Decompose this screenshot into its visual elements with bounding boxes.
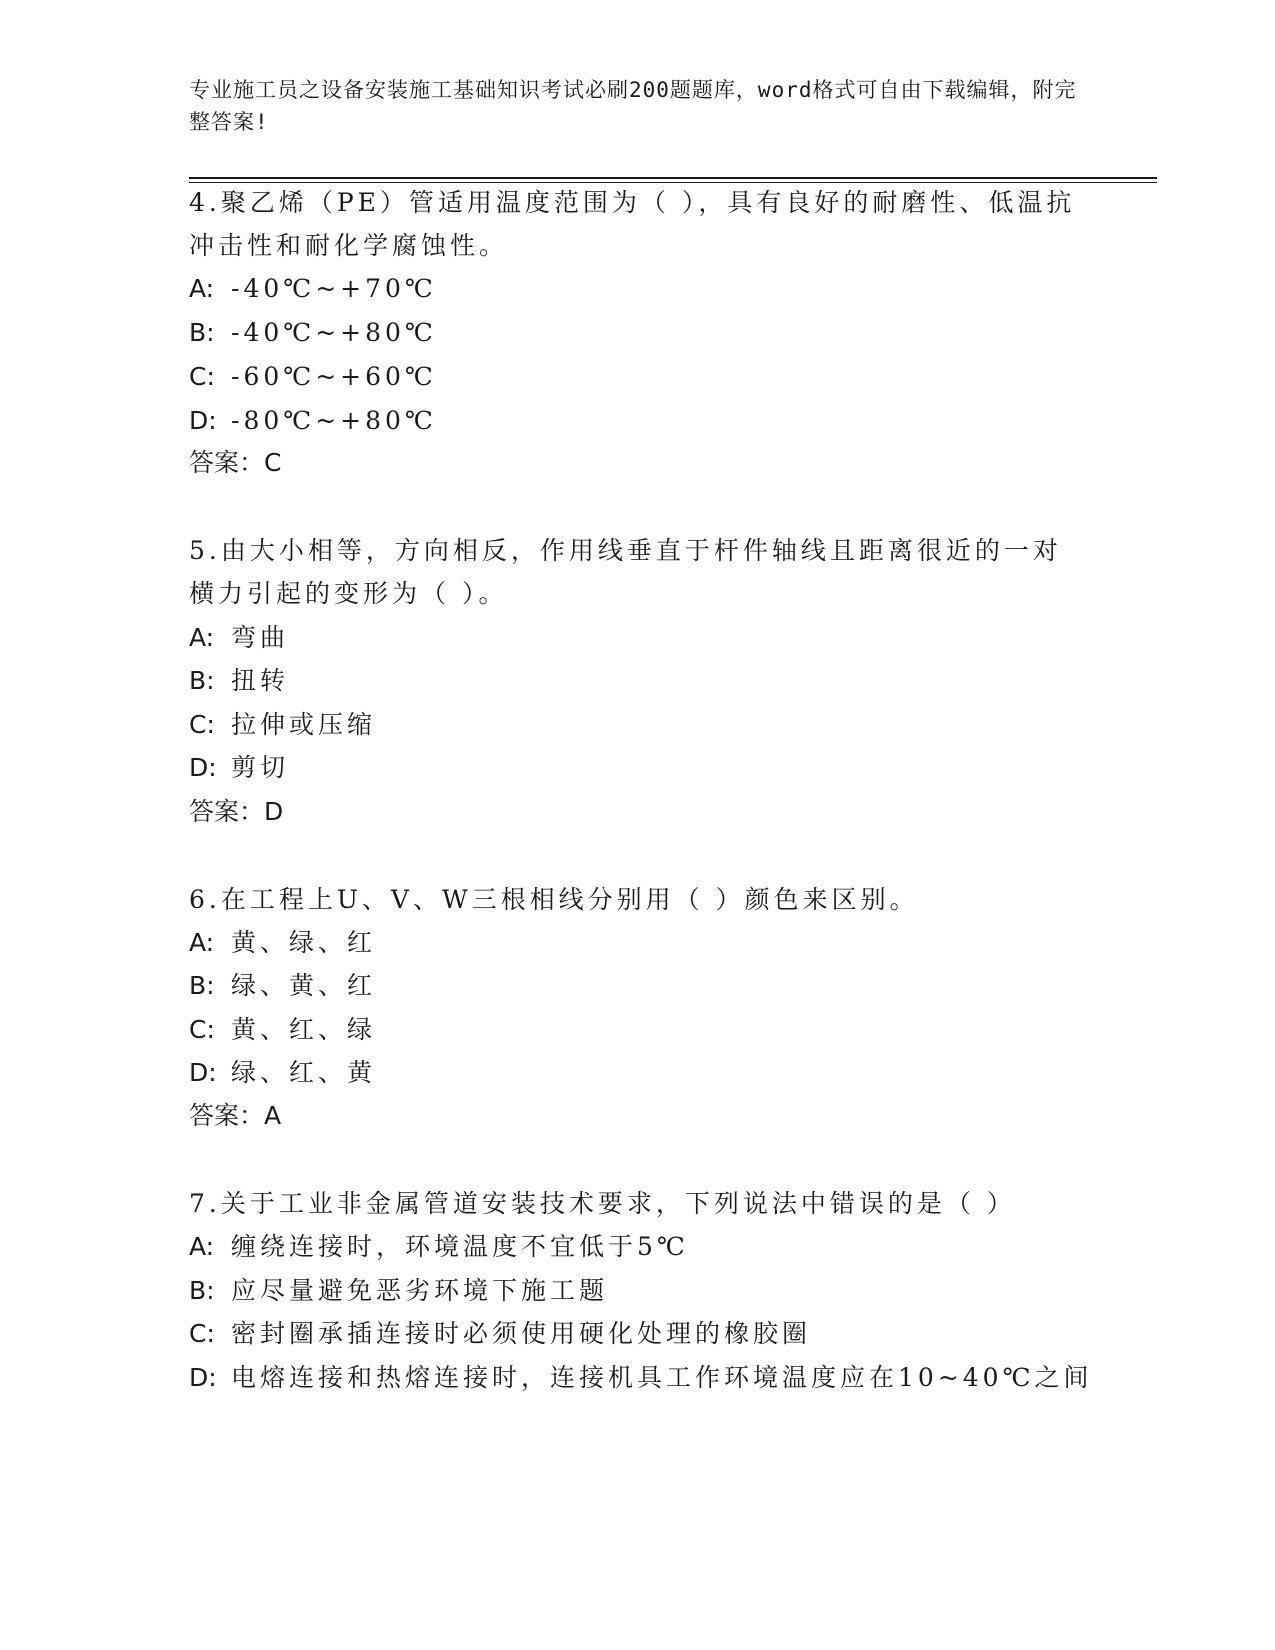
option-letter: A: [189,274,215,303]
option-text: 弯曲 [231,623,290,652]
option-text: 缠绕连接时，环境温度不宜低于5℃ [231,1232,689,1261]
question-5-option-d [189,752,289,784]
question-5-option-c [189,709,376,741]
question-4-option-d [189,405,437,437]
option-letter: C: [189,710,215,739]
question-7-option-a [189,1231,689,1263]
question-7-option-b [189,1275,608,1307]
option-letter: C: [189,1015,215,1044]
option-letter: A: [189,1232,215,1261]
question-6-option-a [189,927,376,959]
option-letter: D: [189,1363,217,1392]
option-text: 密封圈承插连接时必须使用硬化处理的橡胶圈 [231,1319,812,1348]
question-7-option-d [189,1362,1093,1394]
option-text: 电熔连接和热熔连接时，连接机具工作环境温度应在10~40℃之间 [231,1363,1093,1392]
option-text: 扭转 [231,666,290,695]
option-text: -40℃~+70℃ [231,274,437,303]
option-text: 绿、红、黄 [231,1058,377,1087]
question-6-option-d [189,1057,376,1089]
question-5-answer: 答案：D [189,797,284,826]
option-letter: B: [189,666,215,695]
header-divider-thick [189,177,1157,179]
option-text: 拉伸或压缩 [231,710,377,739]
question-5-stem-line-1: 5.由大小相等，方向相反，作用线垂直于杆件轴线且距离很近的一对 [189,536,1062,565]
question-7-option-c [189,1318,811,1350]
option-letter: A: [189,623,215,652]
question-5-option-a [189,622,289,654]
question-4-option-c [189,361,437,393]
option-letter: B: [189,971,215,1000]
option-text: 剪切 [231,753,290,782]
option-letter: C: [189,1319,215,1348]
option-text: 绿、黄、红 [231,971,377,1000]
header-divider-thin [189,182,1157,183]
option-letter: B: [189,1276,215,1305]
question-6-stem-line-1: 6.在工程上U、V、W三根相线分别用（ ）颜色来区别。 [189,885,919,914]
question-4-answer: 答案：C [189,448,282,477]
question-6-option-b [189,970,376,1002]
option-text: 黄、红、绿 [231,1015,377,1044]
option-letter: C: [189,362,215,391]
option-text: -40℃~+80℃ [231,318,437,347]
question-4-option-a [189,273,437,305]
question-6-answer: 答案：A [189,1101,282,1130]
option-letter: D: [189,406,217,435]
option-text: -80℃~+80℃ [231,406,437,435]
option-letter: D: [189,1058,217,1087]
question-4-stem-line-2: 冲击性和耐化学腐蚀性。 [189,231,509,260]
question-4-stem-line-1: 4.聚乙烯（PE）管适用温度范围为（ ），具有良好的耐磨性、低温抗 [189,188,1076,217]
question-5-stem-line-2: 横力引起的变形为（ ）。 [189,579,508,608]
question-6-option-c [189,1014,376,1046]
option-letter: D: [189,753,217,782]
option-text: -60℃~+60℃ [231,362,437,391]
option-text: 黄、绿、红 [231,928,377,957]
document-header: 专业施工员之设备安装施工基础知识考试必刷200题题库，word格式可自由下载编辑，附完整答案! [189,78,1077,134]
option-letter: A: [189,928,215,957]
question-7-stem-line-1: 7.关于工业非金属管道安装技术要求，下列说法中错误的是（ ） [189,1189,1016,1218]
option-letter: B: [189,318,215,347]
question-4-option-b [189,317,437,349]
option-text: 应尽量避免恶劣环境下施工题 [231,1276,609,1305]
question-5-option-b [189,665,289,697]
